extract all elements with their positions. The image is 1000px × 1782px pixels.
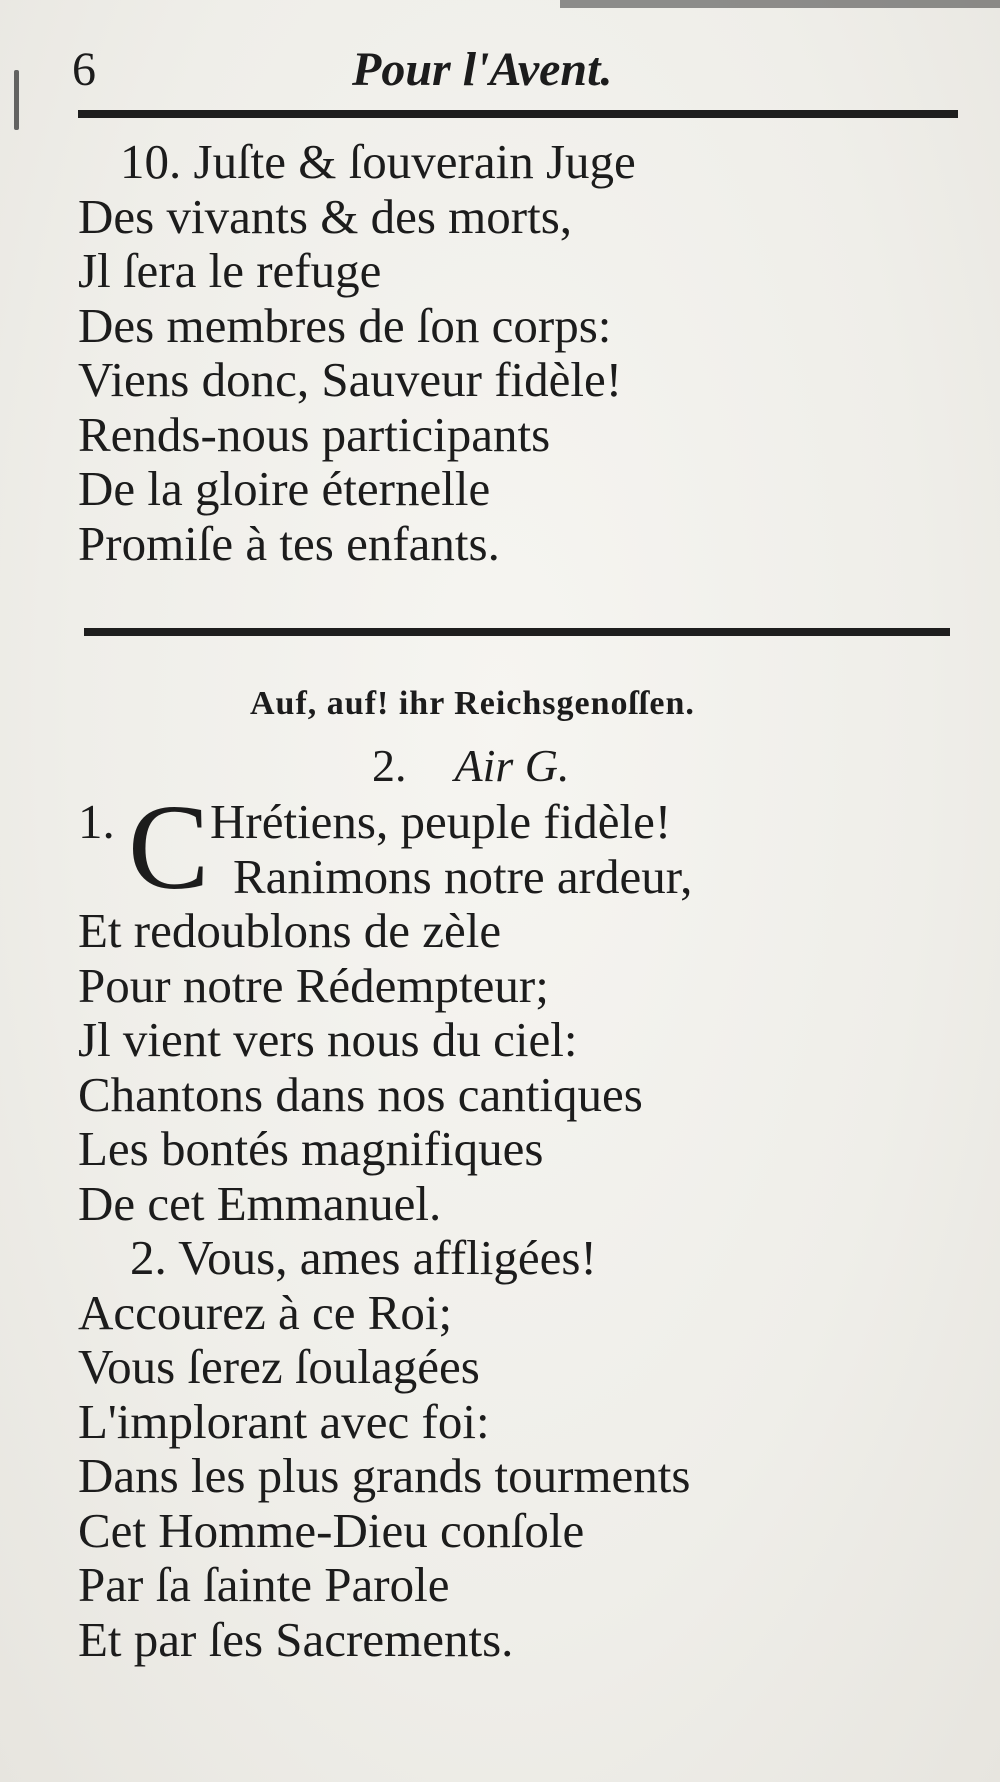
verse-line: Jl ſera le refuge <box>78 243 382 298</box>
verse-line: Cet Homme-Dieu conſole <box>78 1502 585 1558</box>
verse-number: 1. <box>78 794 115 849</box>
hymn-number-and-air <box>372 738 570 794</box>
verse-line: Chantons dans nos cantiques <box>78 1066 643 1122</box>
verse-line: Par ſa ſainte Parole <box>78 1557 450 1612</box>
verse-line: Et par ſes Sacrements. <box>78 1611 514 1667</box>
running-title: Pour l'Avent. <box>352 43 613 96</box>
header-rule <box>78 110 958 118</box>
verse-line: Pour notre Rédempteur; <box>78 957 549 1013</box>
verse-line: De la gloire éternelle <box>78 461 491 516</box>
verse-line: Dans les plus grands tourments <box>78 1448 691 1503</box>
verse1-opening <box>78 780 693 915</box>
verse-line: Des membres de ſon corps: <box>78 297 612 353</box>
verse-line: Promiſe à tes enfants. <box>78 515 500 571</box>
verse-line: Jl vient vers nous du ciel: <box>78 1012 578 1067</box>
verse-line: Hrétiens, peuple fidèle! <box>210 794 672 849</box>
section-divider-rule <box>84 628 950 636</box>
air-label: Air G. <box>454 740 570 791</box>
verse-line: Ranimons notre ardeur, <box>233 848 693 904</box>
margin-mark <box>14 70 19 130</box>
verse-line: Accourez à ce Roi; <box>78 1284 453 1340</box>
page-top-edge <box>560 0 1000 8</box>
verse-line: Et redoublons de zèle <box>78 903 502 958</box>
hymn2-verses <box>78 780 693 1667</box>
verse-line: L'implorant avec foi: <box>78 1393 490 1449</box>
hymn-number: 2. <box>372 740 407 791</box>
verse-body <box>78 904 690 1667</box>
verse-line: 2. Vous, ames affligées! <box>130 1230 597 1285</box>
verse-line: Des vivants & des morts, <box>78 188 573 244</box>
verse-line: Les bontés magnifiques <box>78 1121 544 1176</box>
page-header <box>72 40 960 100</box>
verse-line: 10. Juſte & ſouverain Juge <box>120 134 636 189</box>
verse-line: Viens donc, Sauveur fidèle! <box>78 352 623 407</box>
hymn1-verse10 <box>78 135 636 571</box>
drop-cap: C <box>128 780 210 915</box>
verse-line: Vous ſerez ſoulagées <box>78 1339 480 1394</box>
page-number: 6 <box>72 43 96 96</box>
verse-line: De cet Emmanuel. <box>78 1175 442 1231</box>
verse-line: Rends-nous participants <box>78 406 551 462</box>
tune-name: Auf, auf! ihr Reichsgenoſſen. <box>250 685 695 722</box>
